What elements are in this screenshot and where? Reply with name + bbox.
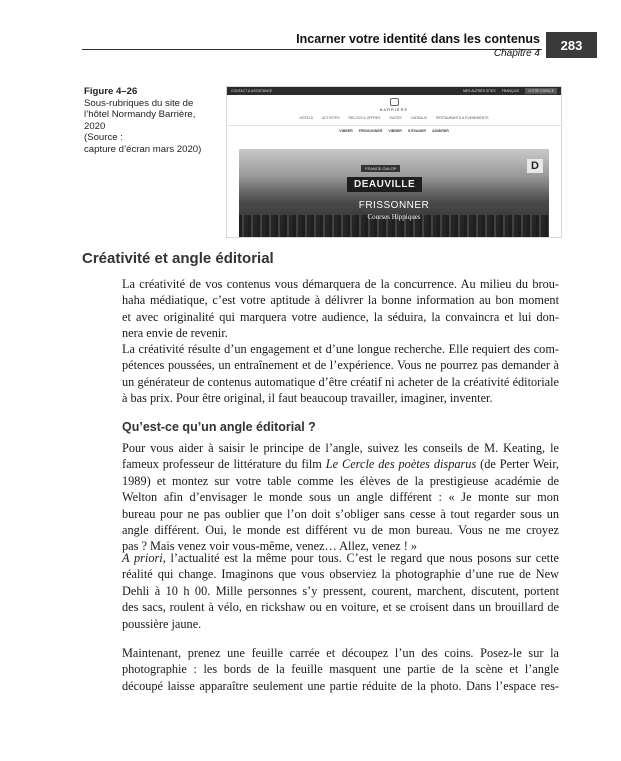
running-header-chapter: Chapitre 4	[493, 48, 540, 59]
text-line: bureau pour ne pas oublier que l’on doit s’obliger sans cesse à tout regarder sous un	[122, 506, 559, 521]
running-header-title: Incarner votre identité dans les contenus	[296, 32, 540, 46]
sub-nav-item: ADMIRER	[432, 129, 449, 133]
hero-sign: DEAUVILLE	[347, 177, 422, 192]
sub-nav-item: FRISSONNER	[358, 129, 383, 133]
paragraph-3	[122, 440, 559, 555]
topbar-sites-link: MES AUTRES SITES	[463, 89, 496, 93]
site-sub-nav	[227, 129, 561, 133]
caption-line: Sous-rubriques du site de	[84, 97, 194, 109]
text-line: pétences poussées, un entraînement et de l’expérience. Vous ne pourrez pas demander à	[122, 358, 559, 373]
sub-nav-item: VIBRER	[388, 129, 402, 133]
text-line: et avec originalité qui marquera votre audience, la séduira, la convaincra et lui don-	[122, 309, 559, 324]
caption-line: (Source :	[84, 132, 123, 144]
sub-nav-item: VIBRER	[339, 129, 353, 133]
caption-line: capture d’écran mars 2020)	[84, 143, 202, 155]
section-title: Créativité et angle éditorial	[82, 250, 274, 267]
page-number: 283	[546, 32, 597, 58]
logo-mark-icon	[390, 98, 399, 106]
text-line: découpé laisse apparaître seulement une partie réduite de la photo. Dans l’espace res-	[122, 678, 559, 693]
text-line: Dehli à 10 h 00. Mille personnes s’y pressent, courent, marchent, discutent, portent	[122, 583, 559, 598]
text-line	[122, 550, 559, 566]
hero-subtitle: Courses Hippiques	[367, 213, 421, 221]
logo-text: BARRIÈRE	[379, 107, 409, 112]
film-title: Le Cercle des poètes disparus	[325, 457, 477, 472]
text-line: un générateur de contenus automatique d’être créatif ni acheter de la créativité éditoriale	[122, 374, 559, 389]
hero-sign-right: D	[527, 159, 543, 173]
text-line: 1989) et montez sur votre table comme les élèves de la prestigieuse académie de	[122, 473, 559, 488]
main-nav-item: RESTAURANTS & EVENEMENTS	[436, 116, 489, 120]
hero-image	[239, 149, 549, 237]
caption-line: l’hôtel Normandy Barrière,	[84, 109, 196, 121]
paragraph-4	[122, 550, 559, 632]
text-line: La créativité de vos contenus vous démarquera de la concurrence. Au milieu du brou-	[122, 277, 559, 291]
site-topbar	[227, 87, 561, 95]
header-rule	[82, 49, 542, 50]
figure-screenshot	[226, 86, 562, 238]
text-line: à bas prix. Pour être original, il faut beaucoup travailler, imaginer, inventer.	[122, 391, 493, 406]
text-line: poussière jaune.	[122, 616, 202, 631]
sub-nav-item: S’ÉVADER	[407, 129, 427, 133]
figure-label: Figure 4–26	[84, 86, 138, 97]
text-line: nera envie de revenir.	[122, 326, 228, 341]
text-line: photographie : les bords de la feuille masquent une partie de la scène et l’angle	[122, 662, 559, 677]
text-line: Pour vous aider à saisir le principe de l’angle, suivez les conseils de M. Keating, le	[122, 441, 559, 455]
topbar-account-button: VOTRE ESPACE	[525, 88, 557, 94]
text-line: des sacs, roulent à vélo, en rickshaw ou en voiture, et se croisent dans un brouillard de	[122, 600, 559, 615]
nav-divider	[227, 125, 561, 126]
italic-phrase: A priori	[122, 551, 163, 565]
main-nav-item: CADEAUX	[410, 116, 428, 120]
main-nav-item: ACTIVITES	[322, 116, 340, 120]
text-line: La créativité résulte d’un engagement et d’une longue recherche. Elle requiert des com-	[122, 342, 559, 356]
paragraph-2	[122, 341, 559, 407]
hero-sign-small: FRANCE GALOP	[361, 165, 400, 172]
text-line: Maintenant, prenez une feuille carrée et découpez l’un des coins. Posez-le sur la	[122, 646, 559, 660]
paragraph-1	[122, 276, 559, 342]
text-line: pas ? Mais venez voir vous-même, venez… Allez, venez ! »	[122, 539, 418, 554]
main-nav-item: SUITES	[389, 116, 402, 120]
topbar-contact-link: CONTACT & ASSISTANCE	[231, 89, 273, 93]
paragraph-5	[122, 645, 559, 694]
text-line: Welton afin d’envisager le monde sous un angle différent : « Je monte sur mon	[122, 490, 559, 505]
site-logo	[227, 98, 561, 112]
main-nav-item: HOTELS	[299, 116, 314, 120]
topbar-language: FRANÇAIS	[501, 89, 519, 93]
site-main-nav	[227, 116, 561, 120]
text-fragment: fameux professeur de littérature du film	[122, 457, 322, 472]
text-line: haha médiatique, c’est votre aptitude à délivrer la bonne information au bon moment	[122, 293, 559, 308]
subsection-title: Qu’est-ce qu’un angle éditorial ?	[122, 420, 316, 434]
text-fragment: (de Perter Weir,	[480, 457, 559, 472]
text-line: angle différent. Oui, le monde est différent vu de mon bureau. Vous ne me croyez	[122, 523, 559, 538]
figure-caption	[84, 86, 224, 156]
text-line: réalité qui change. Imaginons que vous observiez la photographie d’une rue de New	[122, 567, 559, 582]
text-fragment: , l’actualité est la même pour tous. C’est le regard que nous posons sur cette	[162, 551, 559, 565]
main-nav-item: RELOCS & OFFRES	[348, 116, 381, 120]
hero-title: FRISSONNER	[358, 200, 430, 211]
caption-line: 2020	[84, 120, 106, 132]
text-line	[122, 456, 559, 472]
